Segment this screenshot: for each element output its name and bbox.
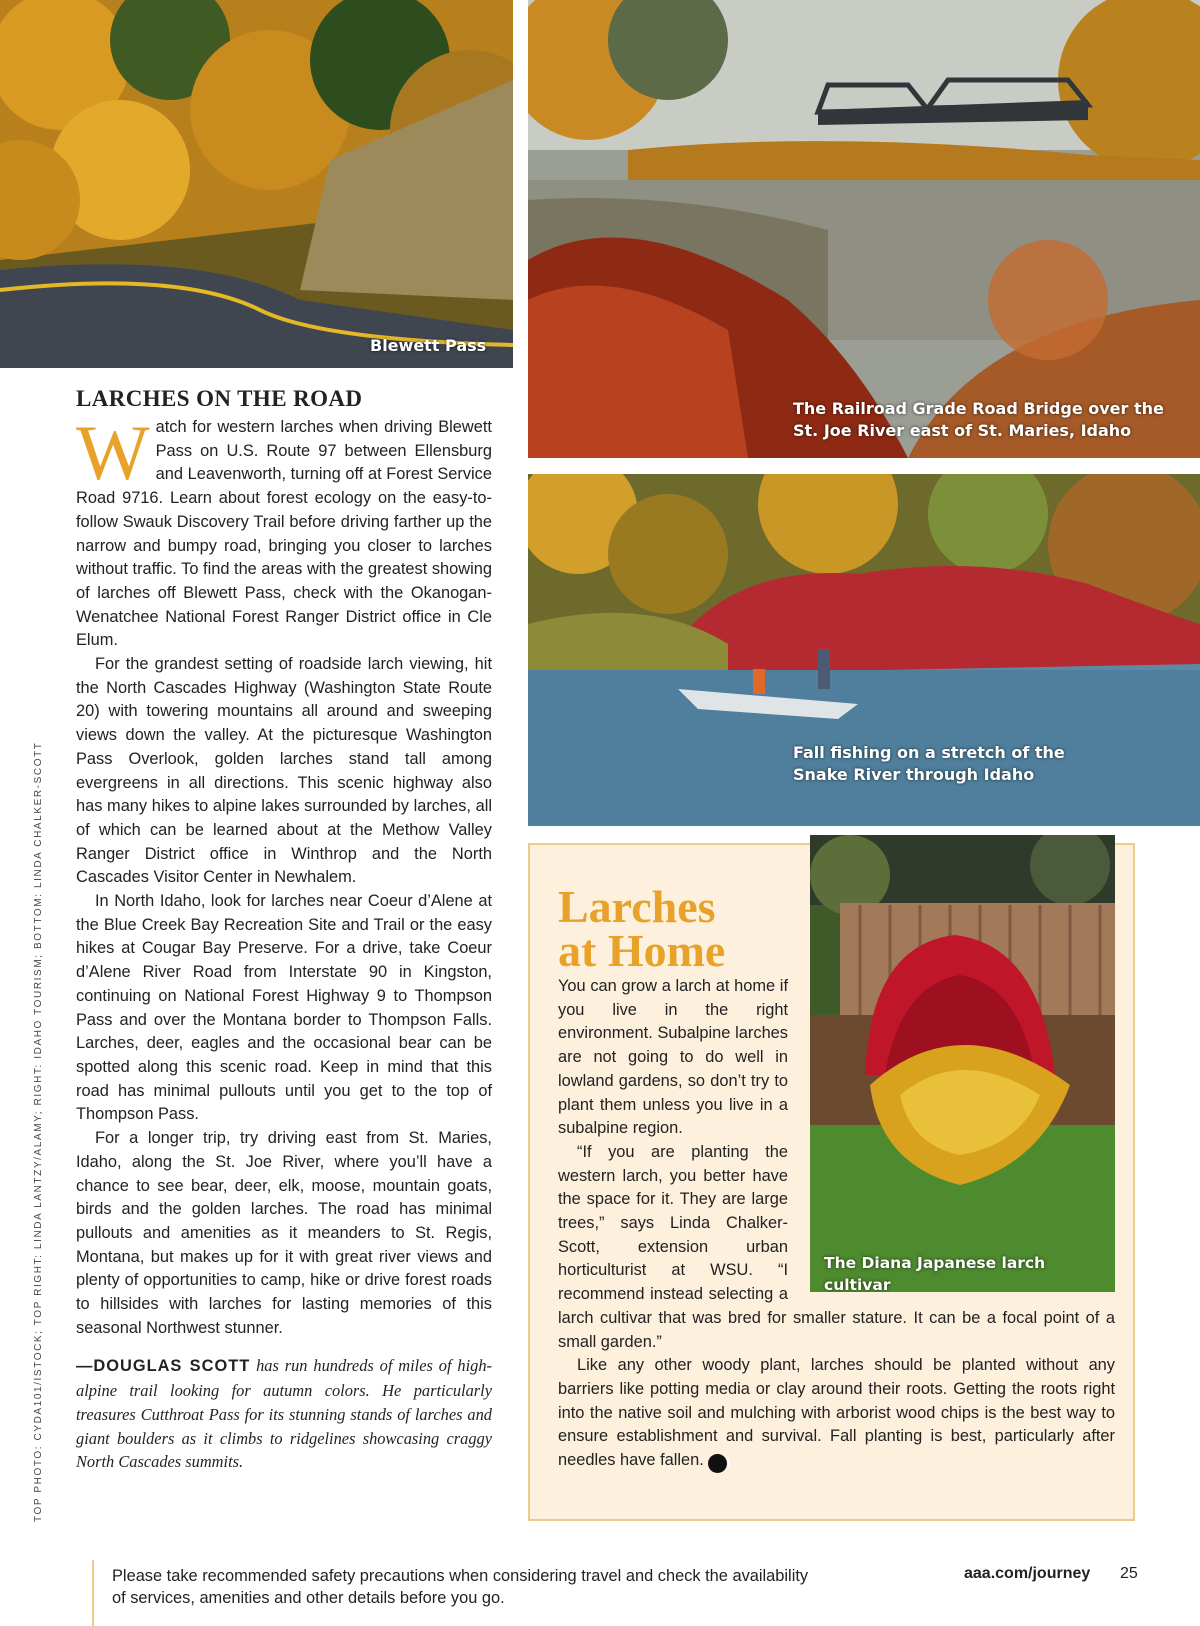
- photo-caption: Fall fishing on a stretch of the Snake River through Idaho: [793, 743, 1065, 784]
- footer-url: aaa.com/journey: [964, 1565, 1091, 1582]
- drop-cap: W: [76, 409, 150, 496]
- author-bio: —DOUGLAS SCOTT has run hundreds of miles of high-alpine trail looking for autumn colors. He particularly treasures Cutthroat Pass for its stunning stands of larches and giant boulders as it climbs to ridgelines showcasing craggy North Cascades summits.: [76, 1356, 492, 1472]
- page-number: 25: [1120, 1565, 1138, 1582]
- sidebar-paragraph: You can grow a larch at home if you live in the right environment. Subalpine larches are not going to do well in lowland gardens, so don’t try to plant them unless you live in a subalpine region.: [558, 977, 788, 1138]
- sidebar-title: Larches at Home: [558, 881, 726, 976]
- blewett-pass-photo: [0, 0, 513, 368]
- japanese-larch-photo: [810, 835, 1115, 1292]
- article-paragraph: In North Idaho, look for larches near Coeur d’Alene at the Blue Creek Bay Recreation Site and Trail or the easy hikes at Cougar Bay Preserve. For a drive, take Coeur d’Alene River Road from Interstate 90 in Kingston, continuing on National Forest Highway 9 to Thompson Pass and over the Montana border to Thompson Falls. Larches, deer, eagles and the occasional bear can be spotted along this scenic road. Keep in mind that this road has minimal pullouts until you get to the top of Thompson Pass.: [76, 892, 492, 1124]
- photo-caption: Blewett Pass: [370, 336, 487, 355]
- photo-caption: The Diana Japanese larch cultivar: [824, 1254, 1046, 1292]
- sidebar-paragraph: “If you are planting the western larch, you better have the space for it. They are large trees,” says Linda Chalker-Scott, extension urban horticulturist at WSU. “I recommend instead selecting a larch cultivar that was bred for smaller stature. It can be a focal point of a small garden.”: [558, 1142, 1115, 1351]
- sidebar-paragraph: Like any other woody plant, larches should be planted without any barriers like potting media or clay around their roots. Getting the roots right into the native soil and mulching with arborist wood chips is the best way to ensure establishment and survival. Fall planting is best, particularly after needles have fallen. i: [558, 1356, 1115, 1472]
- article-paragraph: For the grandest setting of roadside larch viewing, hit the North Cascades Highway (Washington State Route 20) with towering mountains all around and sweeping views down the valley. At the picturesque Washington Pass Overlook, golden larches stand tall among evergreens in all directions. This scenic highway also has many hikes to alpine lakes surrounded by larches, all of which can be learned about at the Methow Valley Ranger District office in Winthrop and the North Cascades Visitor Center in Newhalem.: [76, 655, 492, 887]
- footer-safety-note: Please take recommended safety precautions when considering travel and check the availability of services, amenities and other details before you go.: [112, 1567, 809, 1607]
- sidebar-text: [558, 975, 1115, 1473]
- article-heading: LARCHES ON THE ROAD: [76, 386, 363, 411]
- photo-credit: TOP PHOTO: CYDA101/ISTOCK; TOP RIGHT: LINDA LANTZY/ALAMY; RIGHT: IDAHO TOURISM; BOTTOM: LINDA CHALKER-SCOTT: [33, 741, 44, 1522]
- article-paragraph: For a longer trip, try driving east from St. Maries, Idaho, along the St. Joe River, where you’ll have a chance to see bear, deer, elk, moose, mountain goats, birds and the golden larches. The road has minimal pullouts and amenities as it meanders to St. Regis, Montana, but makes up for it with great river views and plenty of opportunities to camp, hike or drive forest roads to hillsides with larches for lasting memories of this seasonal Northwest stunner.: [76, 1129, 492, 1337]
- snake-river-fishing-photo: [528, 474, 1200, 826]
- article-column: [76, 386, 492, 1474]
- info-icon: i: [708, 1454, 727, 1473]
- article-paragraph: Watch for western larches when driving Blewett Pass on U.S. Route 97 between Ellensburg and Leavenworth, turning off at Forest Service Road 9716. Learn about forest ecology on the easy-to-follow Swauk Discovery Trail before driving farther up the narrow and bumpy road, bringing you closer to larches without traffic. To find the areas with the greatest showing of larches off Blewett Pass, check with the Okanogan-Wenatchee National Forest Ranger District office in Cle Elum.: [76, 409, 492, 650]
- footer-rule: [92, 1560, 94, 1626]
- author-name: —DOUGLAS SCOTT: [76, 1357, 251, 1376]
- railroad-bridge-photo: [528, 0, 1200, 458]
- larches-at-home-sidebar: [528, 843, 1135, 1521]
- photo-caption: The Railroad Grade Road Bridge over the St. Joe River east of St. Maries, Idaho: [793, 399, 1164, 440]
